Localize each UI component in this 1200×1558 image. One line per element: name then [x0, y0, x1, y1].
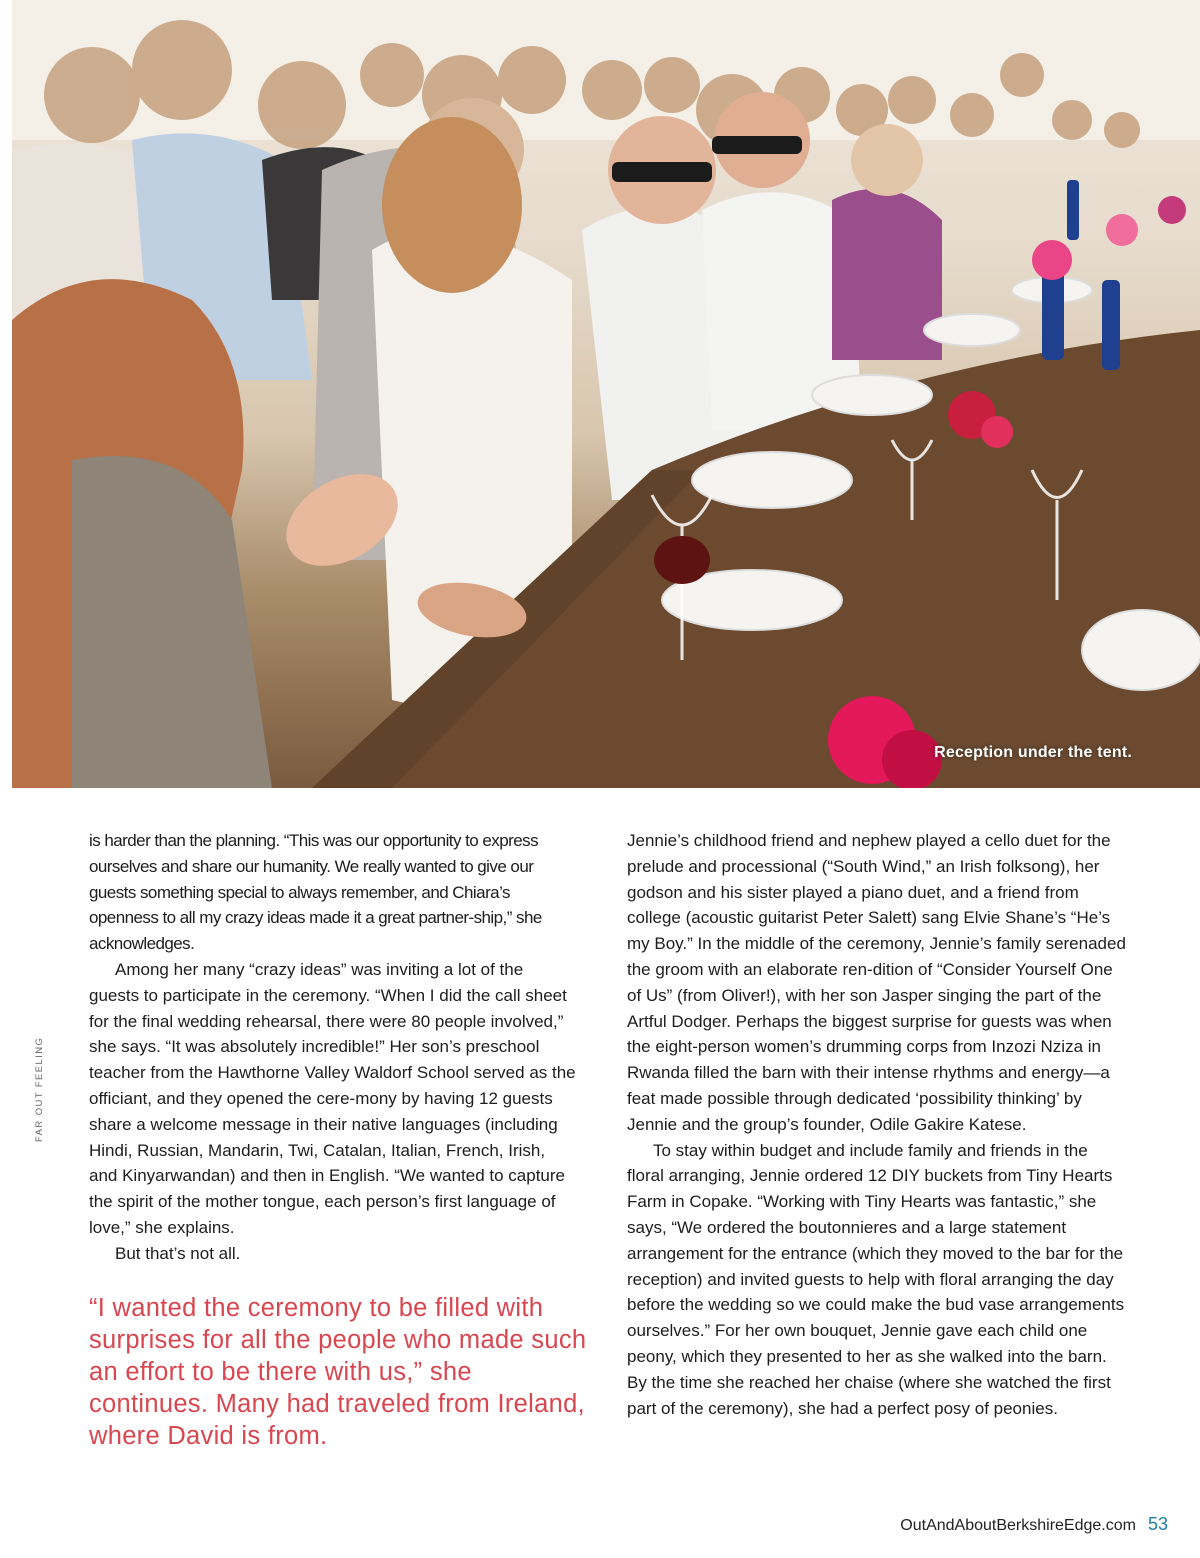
section-label: FAR OUT FEELING — [34, 1036, 45, 1142]
photo-illustration — [12, 0, 1200, 788]
pull-quote: “I wanted the ceremony to be filled with surprises for all the people who made such an effort to be there with us,” she continues. Many had traveled from Ireland, where David is from. — [89, 1294, 587, 1450]
photo-caption: Reception under the tent. — [934, 744, 1132, 761]
article-paragraph: But that’s not all. — [115, 1243, 241, 1263]
article-right-column — [627, 828, 1127, 1421]
reception-photo — [12, 0, 1200, 788]
page-number: 53 — [1147, 1514, 1168, 1534]
page-footer — [900, 1514, 1168, 1535]
article-paragraph: is harder than the planning. “This was our opportunity to express ourselves and share our humanity. We really wanted to give our guests something special to always remember, and Chiara’s openness to all my crazy ideas made it a great partner-ship,” she acknowledges. — [89, 831, 542, 954]
article-paragraph: To stay within budget and include family and friends in the floral arranging, Jennie ordered 12 DIY buckets from Tiny Hearts Farm in Copake. “Working with Tiny Hearts was fantastic,” she says, “We ordered the boutonnieres and a large statement arrangement for the entrance (which they moved to the bar for the reception) and invited guests to help with floral arranging the day before the wedding so we could make the bud vase arrangements ourselves.” For her own bouquet, Jennie gave each child one peony, which they presented to her as she walked into the barn. By the time she reached her chaise (where she watched the first part of the ceremony), she had a perfect posy of peonies. — [627, 1140, 1125, 1418]
article-left-column — [89, 828, 576, 1267]
footer-website: OutAndAboutBerkshireEdge.com — [900, 1517, 1136, 1534]
article-paragraph: Jennie’s childhood friend and nephew played a cello duet for the prelude and processional (“South Wind,” an Irish folksong), her godson and his sister played a piano duet, and a friend from college (acoustic guitarist Peter Salett) sang Elvie Shane’s “He’s my Boy.” In the middle of the ceremony, Jennie’s family serenaded the groom with an elaborate ren-dition of “Consider Yourself One of Us” (from Oliver!), with her son Jasper singing the part of the Artful Dodger. Perhaps the biggest surprise for guests was when the eight-person women’s drumming corps from Inzozi Nziza in Rwanda filled the barn with their intense rhythms and energy—a feat made possible through dedicated ‘possibility thinking’ by Jennie and the group’s founder, Odile Gakire Katese. — [627, 831, 1126, 1134]
article-paragraph: Among her many “crazy ideas” was inviting a lot of the guests to participate in the ceremony. “When I did the call sheet for the final wedding rehearsal, there were 80 people involved,” she says. “It was absolutely incredible!” Her son’s preschool teacher from the Hawthorne Valley Waldorf School served as the officiant, and they opened the cere-mony by having 12 guests share a welcome message in their native languages (including Hindi, Russian, Mandarin, Twi, Catalan, Italian, French, Irish, and Kinyarwandan) and then in English. “We wanted to capture the spirit of the mother tongue, each person’s first language of love,” she explains. — [89, 959, 576, 1237]
